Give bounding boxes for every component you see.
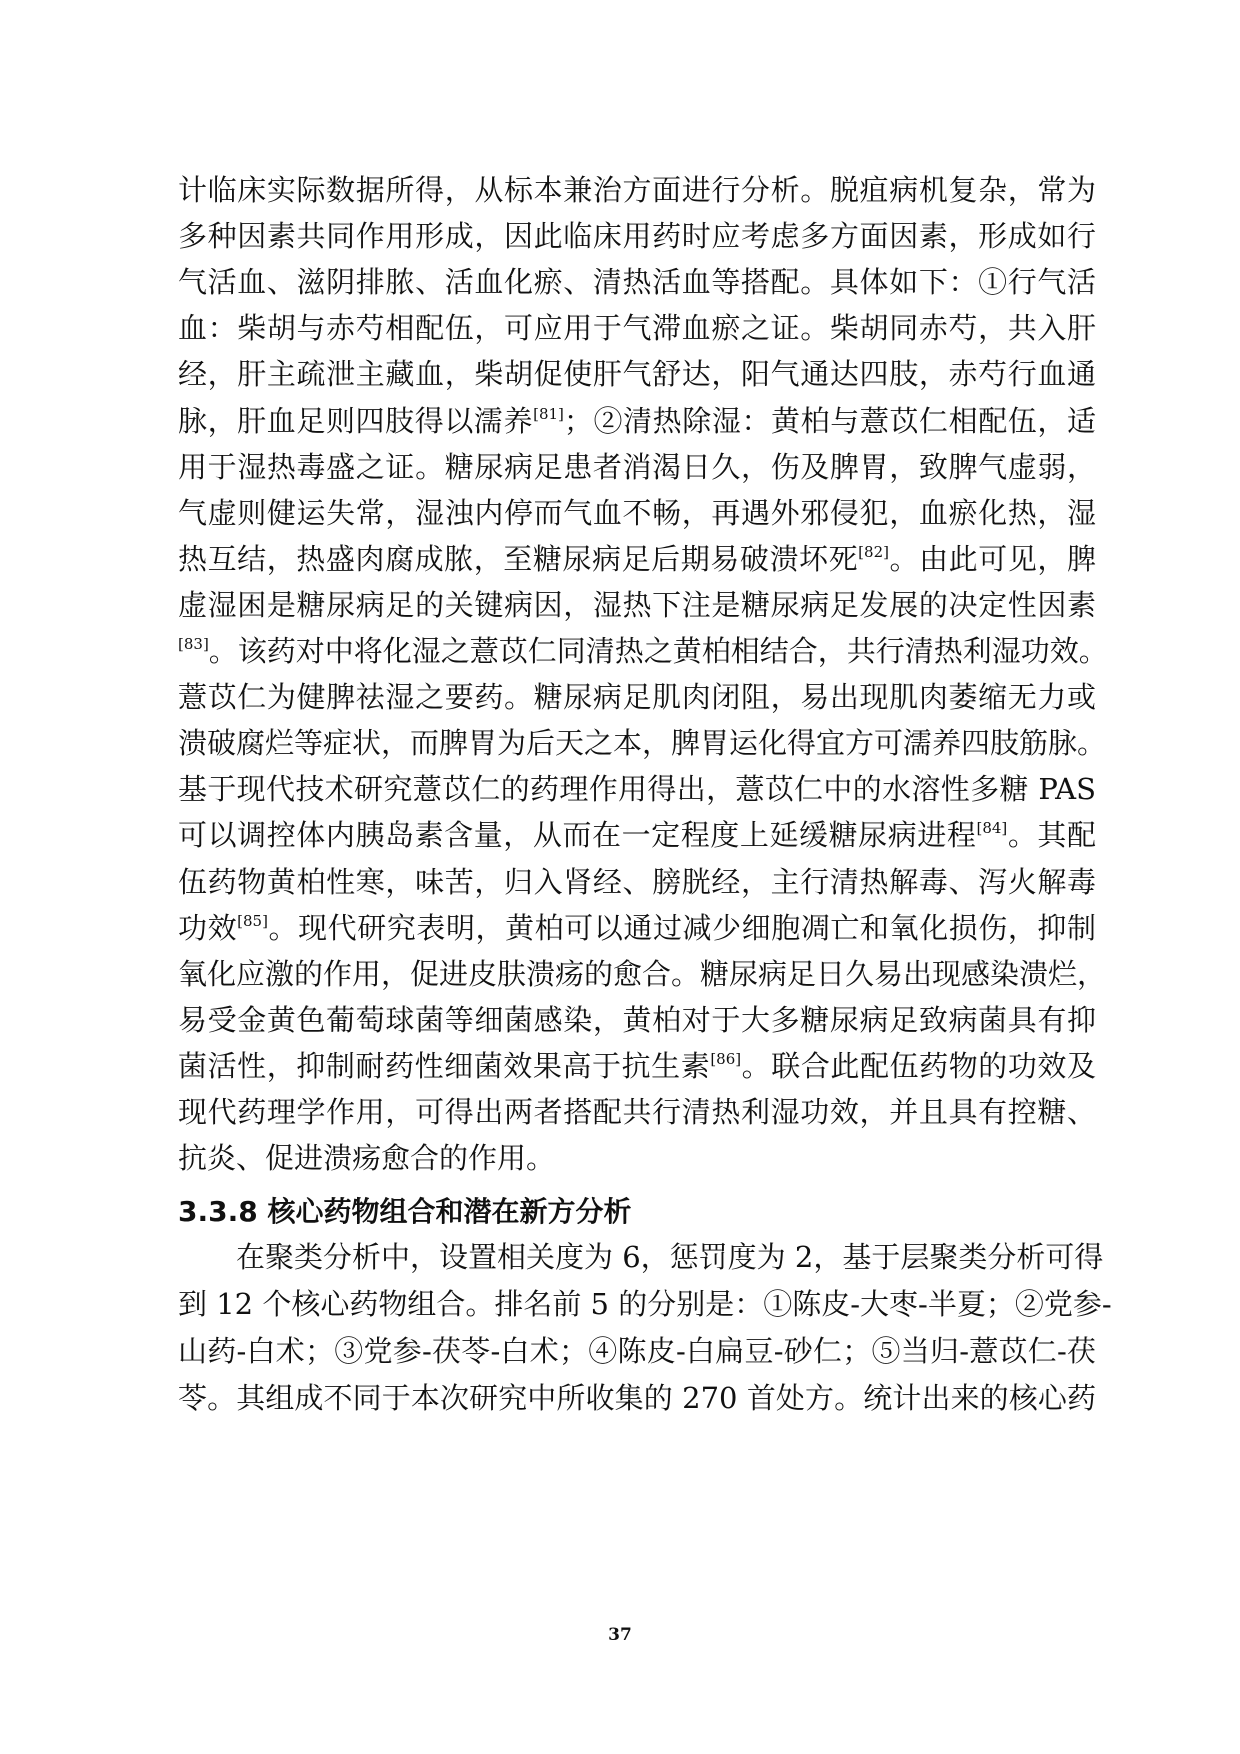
text-segment: 。联合此配伍药物的功效及 (741, 1048, 1096, 1083)
text-line (178, 401, 1096, 441)
text-line (178, 908, 1096, 948)
citation-ref: [85] (237, 911, 268, 930)
text-line: 氧化应激的作用，促进皮肤溃疡的愈合。糖尿病足日久易出现感染溃烂， (178, 956, 1107, 991)
text-line: 多种因素共同作用形成，因此临床用药时应考虑多方面因素，形成如行 (178, 219, 1096, 254)
text-segment: 。该药对中将化湿之薏苡仁同清热之黄柏相结合，共行清热利湿功效。 (208, 634, 1108, 668)
text-line: 伍药物黄柏性寒，味苦，归入肾经、膀胱经，主行清热解毒、泻火解毒 (178, 864, 1096, 899)
text-line: 山药-白术；③党参-茯苓-白术；④陈皮-白扁豆-砂仁；⑤当归-薏苡仁-茯 (178, 1334, 1096, 1368)
text-line (178, 539, 1096, 579)
citation-ref: [82] (858, 542, 889, 561)
text-segment: 。其配 (1007, 818, 1096, 853)
text-line (178, 1046, 1096, 1086)
citation-ref: [86] (710, 1049, 742, 1068)
text-line: 薏苡仁为健脾祛湿之要药。糖尿病足肌肉闭阻，易出现肌肉萎缩无力或 (178, 680, 1096, 715)
page-number: 37 (608, 1625, 632, 1645)
text-line: 现代药理学作用，可得出两者搭配共行清热利湿功效，并且具有控糖、 (178, 1095, 1096, 1129)
text-segment: 功效 (178, 910, 238, 945)
text-segment: 脉，肝血足则四肢得以濡养 (178, 403, 534, 438)
citation-ref: [84] (976, 819, 1008, 838)
text-line: 血：柴胡与赤芍相配伍，可应用于气滞血瘀之证。柴胡同赤芍，共入肝 (178, 311, 1096, 346)
text-line: 经，肝主疏泄主藏血，柴胡促使肝气舒达，阳气通达四肢，赤芍行血通 (178, 357, 1096, 392)
text-segment: 菌活性，抑制耐药性细菌效果高于抗生素 (178, 1048, 711, 1083)
text-line: 用于湿热毒盛之证。糖尿病足患者消渴日久，伤及脾胃，致脾气虚弱， (178, 449, 1096, 484)
text-line: 抗炎、促进溃疡愈合的作用。 (178, 1141, 556, 1176)
text-line: 溃破腐烂等症状，而脾胃为后天之本，脾胃运化得宜方可濡养四肢筋脉。 (178, 726, 1107, 761)
text-line: 气活血、滋阴排脓、活血化瘀、清热活血等搭配。具体如下：①行气活 (178, 265, 1096, 300)
text-line: 到 12 个核心药物组合。排名前 5 的分别是：①陈皮-大枣-半夏；②党参- (178, 1287, 1112, 1321)
citation-ref: [83] (178, 635, 209, 653)
text-segment: ；②清热除湿：黄柏与薏苡仁相配伍，适 (563, 403, 1096, 438)
text-line: 计临床实际数据所得，从标本兼治方面进行分析。脱疽病机复杂，常为 (178, 173, 1096, 207)
text-line: 虚湿困是糖尿病足的关键病因，湿热下注是糖尿病足发展的决定性因素 (178, 587, 1096, 622)
text-segment: 。现代研究表明，黄柏可以通过减少细胞凋亡和氧化损伤，抑制 (267, 910, 1096, 945)
text-line: 基于现代技术研究薏苡仁的药理作用得出，薏苡仁中的水溶性多糖 PAS (178, 772, 1096, 807)
text-segment: 可以调控体内胰岛素含量，从而在一定程度上延缓糖尿病进程 (178, 818, 977, 853)
text-line: 气虚则健运失常，湿浊内停而气血不畅，再遇外邪侵犯，血瘀化热，湿 (178, 495, 1096, 530)
text-segment: 热互结，热盛肉腐成脓，至糖尿病足后期易破溃坏死 (178, 541, 859, 576)
text-line: 在聚类分析中，设置相关度为 6，惩罚度为 2，基于层聚类分析可得 (236, 1240, 1104, 1274)
text-line (178, 631, 1108, 671)
text-line (178, 815, 1096, 855)
citation-ref: [81] (533, 404, 564, 423)
text-segment: 。由此可见，脾 (888, 541, 1096, 576)
section-heading: 3.3.8 核心药物组合和潜在新方分析 (178, 1195, 632, 1228)
text-line: 易受金黄色葡萄球菌等细菌感染，黄柏对于大多糖尿病足致病菌具有抑 (178, 1002, 1096, 1037)
text-line: 苓。其组成不同于本次研究中所收集的 270 首处方。统计出来的核心药 (178, 1381, 1096, 1415)
